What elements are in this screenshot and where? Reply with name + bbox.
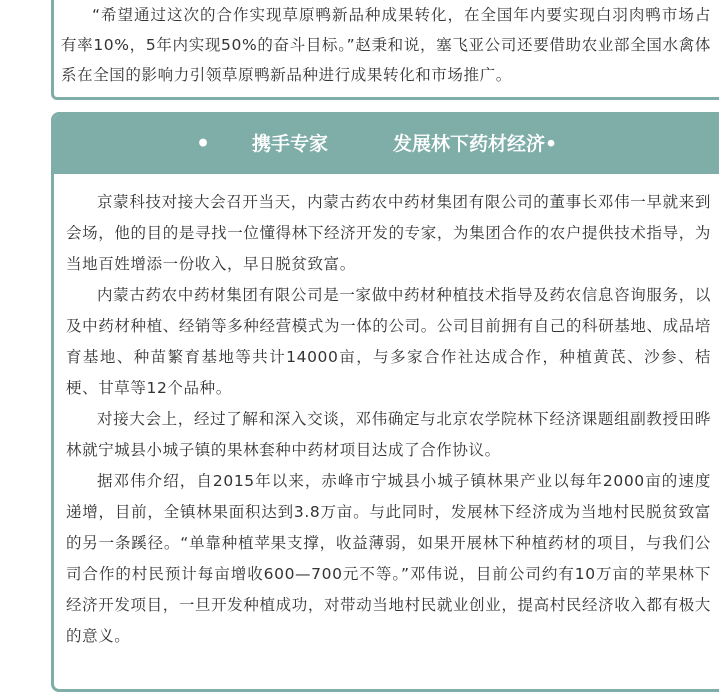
section-title-part2 [393,115,557,174]
article-paragraph-3: 对接大会上，经过了解和深入交谈，邓伟确定与北京农学院林下经济课题组副教授田晔林就宁城县小城子镇的果林套种中药材项目达成了合作协议。 [66,410,711,459]
section-title-part1: 携手专家 [252,133,329,155]
section-title [54,115,719,174]
bullet-right-icon: • [545,133,558,155]
article-paragraph-4: 据邓伟介绍，自2015年以来，赤峰市宁城县小城子镇林果产业以每年2000亩的速度递增，目前，全镇林果面积达到3.8万亩。与此同时，发展林下经济成为当地村民脱贫致富的另一条蹊径。“单靠种植苹果支撑，收益薄弱，如果开展林下种植药材的项目，与我们公司合作的村民预计每亩增收600—700元不等。”邓伟说，目前公司约有10万亩的苹果林下经济开发项目，一旦开发种植成功，对带动当地村民就业创业，提高村民经济收入都有极大的意义。 [66,472,711,645]
section-title-part2-text: 发展林下药材经济 [393,133,546,155]
section-header [54,115,719,174]
bullet-left-icon: • [196,131,211,157]
article-paragraph-2: 内蒙古药农中药材集团有限公司是一家做中药材种植技术指导及药农信息咨询服务，以及中药材种植、经销等多种经营模式为一体的公司。公司目前拥有自己的科研基地、成品培育基地、种苗繁育基地等共计14000亩，与多家合作社达成合作，种植黄芪、沙参、桔梗、甘草等12个品种。 [66,286,711,397]
article-paragraph-1: 京蒙科技对接大会召开当天，内蒙古药农中药材集团有限公司的董事长邓伟一早就来到会场，他的目的是寻找一位懂得林下经济开发的专家，为集团合作的农户提供技术指导，为当地百姓增添一份收入，早日脱贫致富。 [66,193,711,273]
previous-article-paragraph: “希望通过这次的合作实现草原鸭新品种成果转化，在全国年内要实现白羽肉鸭市场占有率10%，5年内实现50%的奋斗目标。”赵秉和说，塞飞亚公司还要借助农业部全国水禽体系在全国的影响力引领草原鸭新品种进行成果转化和市场推广。 [61,6,711,84]
